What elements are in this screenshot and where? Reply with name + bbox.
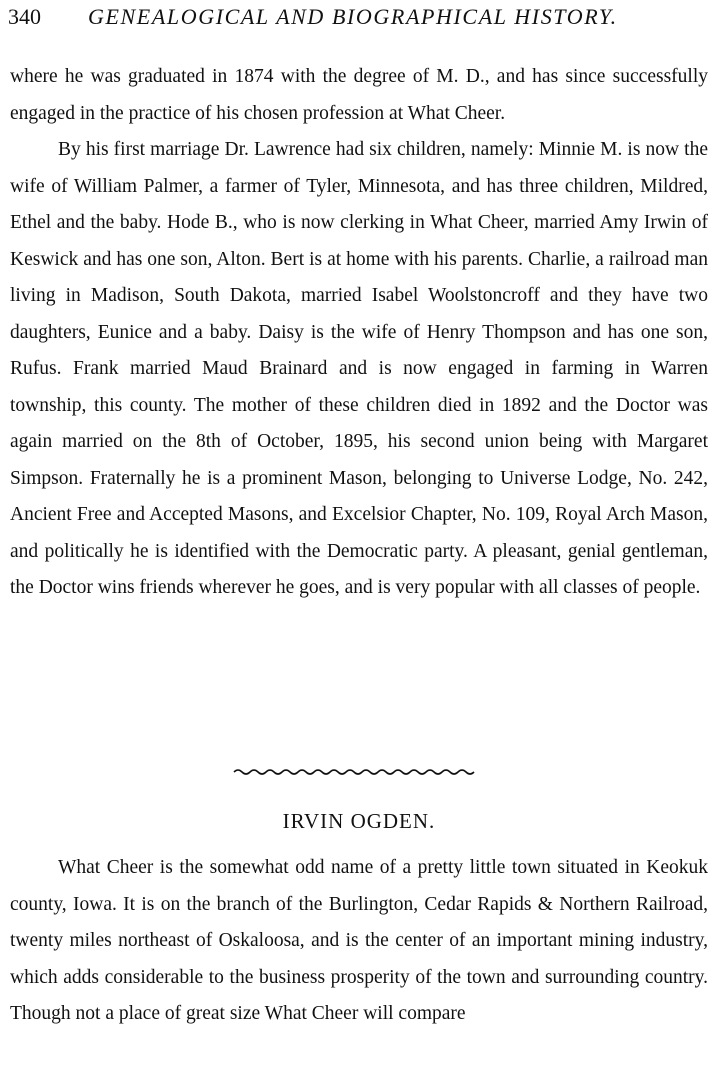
running-head	[8, 2, 708, 32]
continued-paragraph: where he was graduated in 1874 with the degree of M. D., and has since successfully engaged in the practice of his chosen profession at What Cheer.	[10, 66, 708, 124]
section-heading: IRVIN OGDEN.	[282, 809, 436, 833]
body-text	[10, 59, 708, 607]
children-paragraph: By his first marriage Dr. Lawrence had six children, namely: Minnie M. is now the wife of William Palmer, a farmer of Tyler, Minnesota, and has three children, Mildred, Ethel and the baby. Hode B., who is now clerking in What Cheer, married Amy Irwin of Keswick and has one son, Alton. Bert is at home with his parents. Charlie, a railroad man living in Madison, South Dakota, married Isabel Woolstoncroff and they have two daughters, Eunice and a baby. Daisy is the wife of Henry Thompson and has one son, Rufus. Frank married Maud Brainard and is now engaged in farming in Warren township, this county. The mother of these children died in 1892 and the Doctor was again married on the 8th of October, 1895, his second union being with Margaret Simpson. Fraternally he is a prominent Mason, belonging to Universe Lodge, No. 242, Ancient Free and Accepted Masons, and Excelsior Chapter, No. 109, Royal Arch Mason, and politically he is identified with the Democratic party. A pleasant, genial gentleman, the Doctor wins friends wherever he goes, and is very popular with all classes of people.	[10, 139, 708, 598]
section-text	[10, 850, 708, 1033]
running-title: GENEALOGICAL AND BIOGRAPHICAL HISTORY.	[88, 4, 618, 29]
page-number: 340	[8, 4, 41, 29]
ornamental-divider	[232, 766, 476, 778]
section-paragraph: What Cheer is the somewhat odd name of a pretty little town situated in Keokuk county, Iowa. It is on the branch of the Burlington, Cedar Rapids & Northern Railroad, twenty miles northeast of Oskaloosa, and is the center of an important mining industry, which adds considerable to the business prosperity of the town and surrounding country. Though not a place of great size What Cheer will compare	[10, 857, 708, 1025]
